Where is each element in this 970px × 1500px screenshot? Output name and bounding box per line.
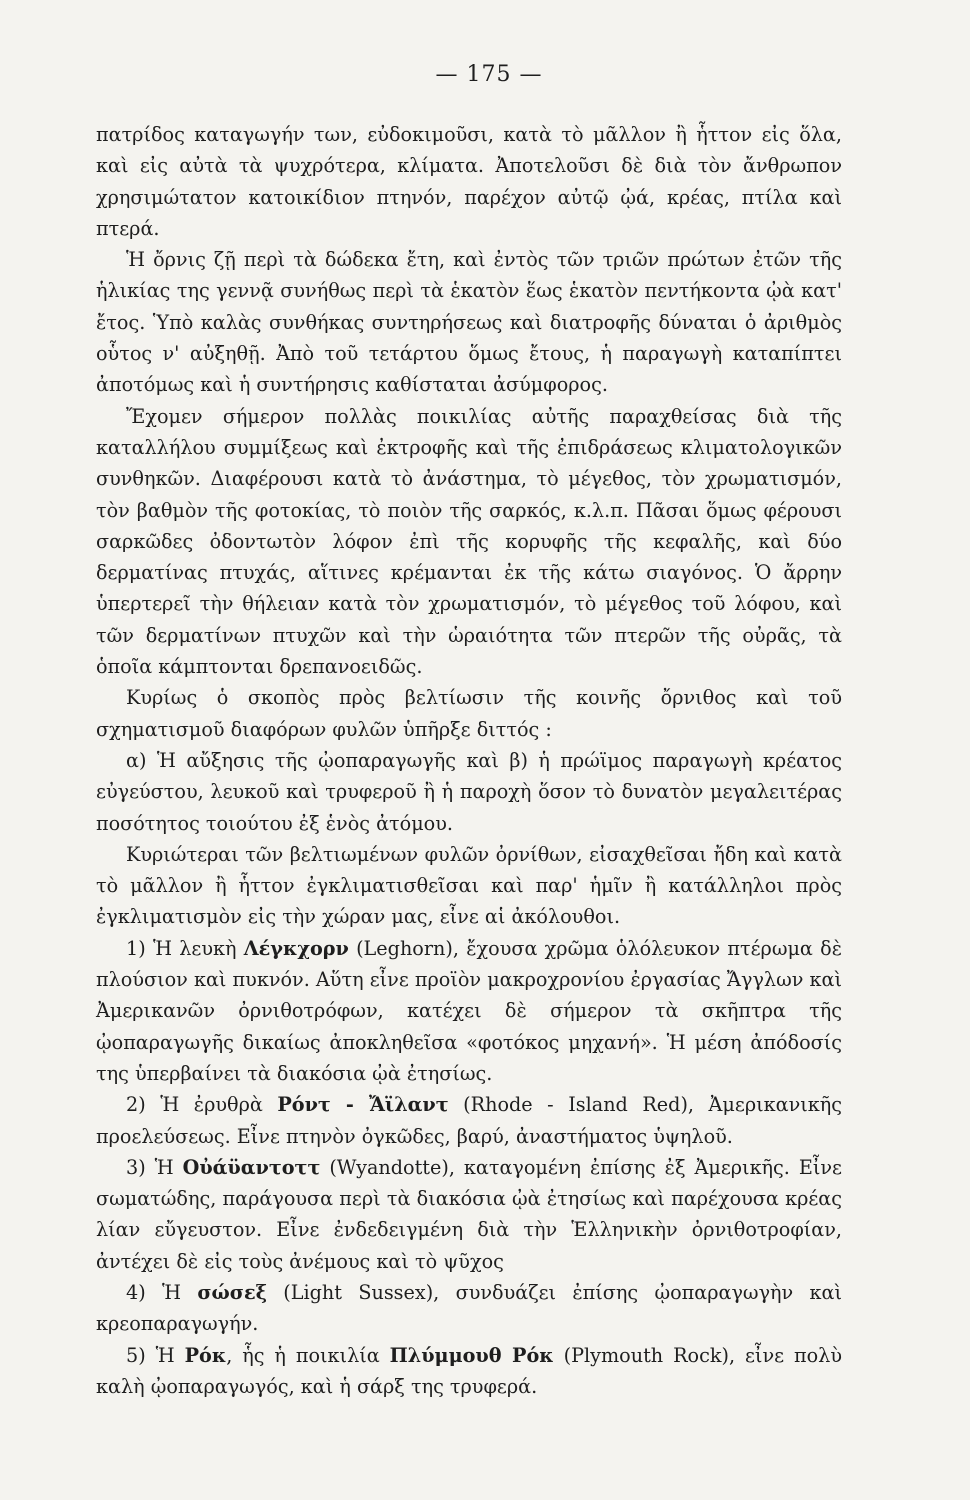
breed-name: σώσεξ <box>197 1280 267 1304</box>
breed-item-sussex <box>96 1277 842 1340</box>
page-number: — 175 — <box>435 62 543 87</box>
breed-item-rhode-island <box>96 1089 842 1152</box>
breed-description: (Leghorn), ἔχουσα χρῶμα ὁλόλευκον πτέρωμα δὲ πλούσιον καὶ πυκνόν. Αὕτη εἶνε προϊὸν μακροχρονίου ἐργασίας Ἄγγλων καὶ Ἀμερικανῶν ὀρνιθοτρόφων, κατέχει δὲ σήμερον τὰ σκῆπτρα τῆς ᾠοπαραγωγῆς δικαίως ἀποκληθεῖσα «φοτόκος μηχανή». Ἡ μέση ἀπόδοσίς της ὑπερβαίνει τὰ διακόσια ᾠὰ ἐτησίως. <box>96 936 842 1085</box>
paragraph-5: α) Ἡ αὔξησις τῆς ᾠοπαραγωγῆς καὶ β) ἡ πρώϊμος παραγωγὴ κρέατος εὐγεύστου, λευκοῦ καὶ τρυφεροῦ ἢ ἡ παροχὴ ὅσον τὸ δυνατὸν μεγαλειτέρας ποσότητος τοιούτου ἐξ ἑνὸς ἀτόμου. <box>96 748 842 835</box>
breed-name-variety: Πλύμμουθ Ρόκ <box>389 1343 554 1367</box>
body-text <box>96 119 842 1402</box>
paragraph-3: Ἔχομεν σήμερον πολλὰς ποικιλίας αὐτῆς παραχθείσας διὰ τῆς καταλλήλου συμμίξεως καὶ ἐκτροφῆς καὶ τῆς ἐπιδράσεως κλιματολογικῶν συνθηκῶν. Διαφέρουσι κατὰ τὸ ἀνάστημα, τὸ μέγεθος, τὸν χρωματισμόν, τὸν βαθμὸν τῆς φοτοκίας, τὸ ποιὸν τῆς σαρκός, κ.λ.π. Πᾶσαι ὅμως φέρουσι σαρκῶδες ὀδοντωτὸν λόφον ἐπὶ τῆς κορυφῆς τῆς κεφαλῆς, καὶ δύο δερματίνας πτυχάς, αἵτινες κρέμανται ἐκ τῆς κάτω σιαγόνος. Ὁ ἄρρην ὑπερτερεῖ τὴν θήλειαν κατὰ τὸν χρωματισμόν, τὸ μέγεθος τοῦ λόφου, καὶ τῶν δερματίνων πτυχῶν καὶ τὴν ὡραιότητα τῶν πτερῶν τῆς οὐρᾶς, τὰ ὁποῖα κάμπτονται δρεπανοειδῶς. <box>96 404 842 679</box>
breed-name: Ρόκ <box>184 1343 227 1367</box>
breed-name: Ρόντ - Ἄϊλαντ <box>277 1093 449 1117</box>
breed-lead: 3) Ἡ <box>126 1155 183 1179</box>
breed-description: (Wyandotte), καταγομένη ἐπίσης ἐξ Ἀμερικῆς. Εἶνε σωματώδης, παράγουσα περὶ τὰ διακόσια ᾠὰ ἐτησίως καὶ παρέχουσα κρέας λίαν εὔγευστον. Εἶνε ἐνδεδειγμένη διὰ τὴν Ἑλληνικὴν ὀρνιθοτροφίαν, ἀντέχει δὲ εἰς τοὺς ἀνέμους καὶ τὸ ψῦχος <box>96 1155 842 1273</box>
breed-description: (Plymouth Rock), εἶνε πολὺ καλὴ ᾠοπαραγωγός, καὶ ἡ σάρξ της τρυφερά. <box>96 1343 842 1398</box>
breed-item-plymouth-rock <box>96 1340 842 1403</box>
breed-middle-text: , ἧς ἡ ποικιλία <box>226 1343 390 1367</box>
breed-lead: 2) Ἡ ἐρυθρὰ <box>126 1093 278 1117</box>
paragraph-2: Ἡ ὄρνις ζῇ περὶ τὰ δώδεκα ἔτη, καὶ ἐντὸς τῶν τριῶν πρώτων ἐτῶν τῆς ἡλικίας της γεννᾷ συνήθως περὶ τὰ ἑκατὸν ἕως ἑκατὸν πεντήκοντα ᾠὰ κατ' ἔτος. Ὑπὸ καλὰς συνθήκας συντηρήσεως καὶ διατροφῆς δύναται ὁ ἀριθμὸς οὗτος ν' αὐξηθῇ. Ἀπὸ τοῦ τετάρτου ὅμως ἔτους, ἡ παραγωγὴ καταπίπτει ἀποτόμως καὶ ἡ συντήρησις καθίσταται ἀσύμφορος. <box>96 248 842 397</box>
breed-name: Οὐάϋαντοττ <box>182 1155 321 1179</box>
breed-item-wyandotte <box>96 1152 842 1277</box>
breed-description: (Light Sussex), συνδυάζει ἐπίσης ᾠοπαραγωγὴν καὶ κρεοπαραγωγήν. <box>96 1280 842 1336</box>
paragraph-4: Κυρίως ὁ σκοπὸς πρὸς βελτίωσιν τῆς κοινῆς ὄρνιθος καὶ τοῦ σχηματισμοῦ διαφόρων φυλῶν ὑπῆρξε διττός : <box>96 686 842 741</box>
breed-lead: 1) Ἡ λευκὴ <box>126 936 244 960</box>
paragraph-1: πατρίδος καταγωγήν των, εὐδοκιμοῦσι, κατὰ τὸ μᾶλλον ἢ ἧττον εἰς ὅλα, καὶ εἰς αὐτὰ τὰ ψυχρότερα, κλίματα. Ἀποτελοῦσι δὲ διὰ τὸν ἄνθρωπον χρησιμώτατον κατοικίδιον πτηνόν, παρέχον αὐτῷ ᾠά, κρέας, πτίλα καὶ πτερά. <box>96 123 842 240</box>
paragraph-6: Κυριώτεραι τῶν βελτιωμένων φυλῶν ὀρνίθων, εἰσαχθεῖσαι ἤδη καὶ κατὰ τὸ μᾶλλον ἢ ἧττον ἐγκλιματισθεῖσαι καὶ παρ' ἡμῖν ἢ κατάλληλοι πρὸς ἐγκλιματισμὸν εἰς τὴν χώραν μας, εἶνε αἱ ἀκόλουθοι. <box>96 842 842 929</box>
breed-item-leghorn <box>96 933 842 1089</box>
breed-lead: 5) Ἡ <box>126 1343 185 1367</box>
breed-lead: 4) Ἡ <box>126 1280 198 1304</box>
breed-description: (Rhode - Island Red), Ἀμερικανικῆς προελεύσεως. Εἶνε πτηνὸν ὀγκῶδες, βαρύ, ἀναστήματος ὑψηλοῦ. <box>96 1093 842 1148</box>
breed-name: Λέγκχορν <box>243 936 349 960</box>
